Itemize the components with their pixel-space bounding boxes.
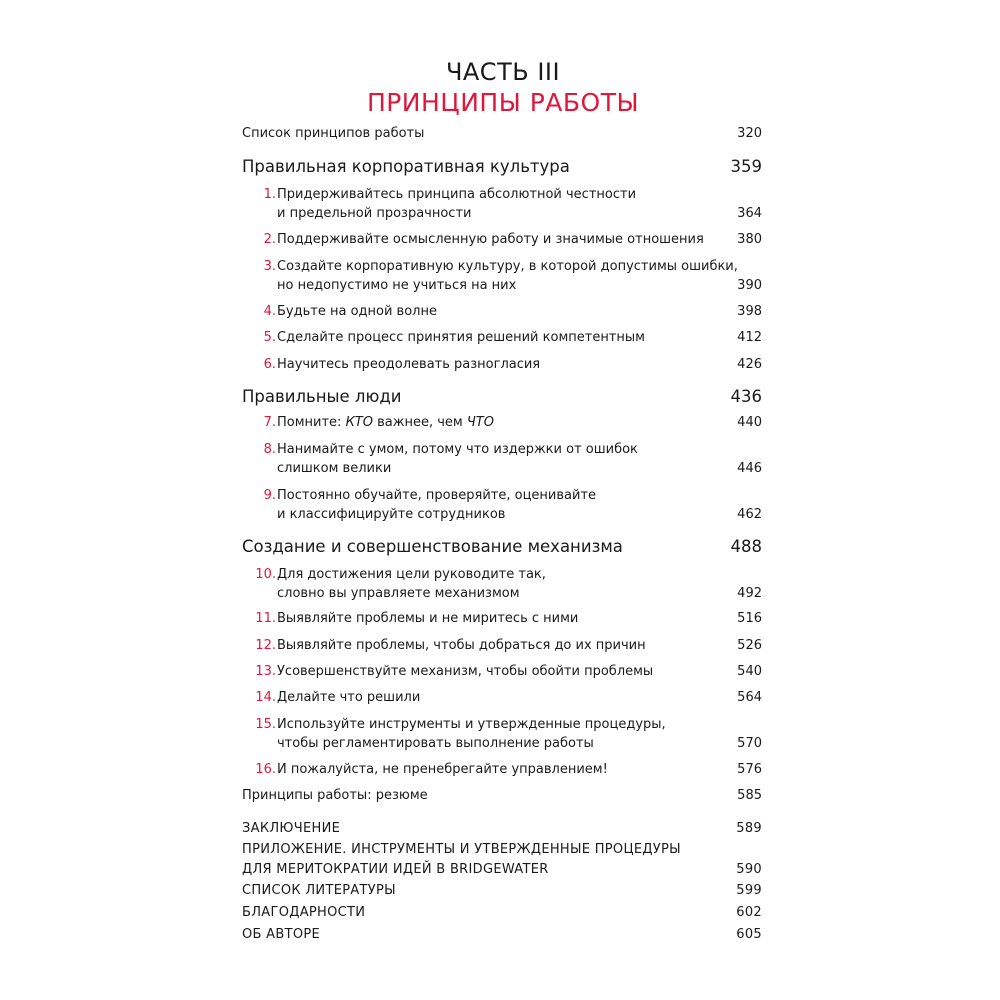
toc-entry-text: ЗАКЛЮЧЕНИЕ <box>242 821 341 836</box>
toc-page-number: 599 <box>736 883 762 898</box>
toc-page-number: 492 <box>737 586 762 601</box>
toc-page-number: 516 <box>737 611 762 626</box>
principle-title-line1: Используйте инструменты и утвержденные процедуры, <box>277 717 666 732</box>
toc-entry-text: Список принципов работы <box>242 126 425 141</box>
principle-number: 12. <box>255 638 276 653</box>
toc-section-title: Правильные люди <box>242 387 402 406</box>
principle-title-em-what: ЧТО <box>466 415 494 430</box>
toc-page-number: 364 <box>737 206 762 221</box>
principle-title-line1: Поддерживайте осмысленную работу и значимые отношения <box>277 232 704 247</box>
toc-entry-text: БЛАГОДАРНОСТИ <box>242 905 366 920</box>
principle-number: 4. <box>263 304 276 319</box>
toc-page-number: 380 <box>737 232 762 247</box>
toc-entry-text: ОБ АВТОРЕ <box>242 927 321 942</box>
principle-title-line1: Сделайте процесс принятия решений компетентным <box>277 330 645 345</box>
principle-number: 8. <box>263 442 276 457</box>
toc-page-number: 398 <box>737 304 762 319</box>
toc-page-number: 462 <box>737 507 762 522</box>
toc-section-title: Создание и совершенствование механизма <box>242 537 623 556</box>
toc-page-number: 585 <box>737 788 762 803</box>
principle-number: 7. <box>263 415 276 430</box>
principle-title-line1: Усовершенствуйте механизм, чтобы обойти проблемы <box>277 664 654 679</box>
principle-title-line1: Будьте на одной волне <box>277 304 437 319</box>
principle-number: 15. <box>255 717 276 732</box>
principle-number: 13. <box>255 664 276 679</box>
principle-title-line1: Придерживайтесь принципа абсолютной честности <box>277 187 637 202</box>
principle-title-prefix: Помните: <box>277 415 346 430</box>
toc-page-number: 590 <box>736 862 762 877</box>
principle-title-line1: Для достижения цели руководите так, <box>277 567 546 582</box>
principle-number: 11. <box>255 611 276 626</box>
part-title: ПРИНЦИПЫ РАБОТЫ <box>366 88 640 117</box>
toc-page-number: 320 <box>737 126 762 141</box>
principle-title-line1 <box>277 413 494 432</box>
principle-title-line1: Постоянно обучайте, проверяйте, оценивайте <box>277 488 597 503</box>
principle-title-mid: важнее, чем <box>372 415 467 430</box>
principle-title-line2: и классифицируйте сотрудников <box>277 507 506 522</box>
toc-entry-text-line2: ДЛЯ МЕРИТОКРАТИИ ИДЕЙ В BRIDGEWATER <box>242 862 549 877</box>
principle-number: 2. <box>263 232 276 247</box>
principle-number: 9. <box>263 488 276 503</box>
toc-page-number: 605 <box>736 927 762 942</box>
toc-page-number: 436 <box>730 387 762 406</box>
toc-page-number: 589 <box>736 821 762 836</box>
principle-title-line2: чтобы регламентировать выполнение работы <box>277 736 594 751</box>
toc-page-number: 412 <box>737 330 762 345</box>
toc-page-number: 390 <box>737 278 762 293</box>
principle-title-line1: Делайте что решили <box>277 690 421 705</box>
principle-number: 14. <box>255 690 276 705</box>
principle-number: 16. <box>255 762 276 777</box>
toc-page-number: 488 <box>730 537 762 556</box>
principle-title-line1: И пожалуйста, не пренебрегайте управлением! <box>277 762 608 777</box>
toc-page-number: 426 <box>737 357 762 372</box>
principle-number: 1. <box>263 187 276 202</box>
principle-title-line1: Научитесь преодолевать разногласия <box>277 357 541 372</box>
toc-page-number: 526 <box>737 638 762 653</box>
principle-number: 3. <box>263 259 276 274</box>
principle-number: 10. <box>255 567 276 582</box>
part-number: ЧАСТЬ III <box>445 58 561 86</box>
principle-title-line1: Нанимайте с умом, потому что издержки от ошибок <box>277 442 638 457</box>
principle-title-line2: слишком велики <box>277 461 392 476</box>
toc-page-number: 446 <box>737 461 762 476</box>
toc-page-number: 440 <box>737 415 762 430</box>
toc-section-title: Правильная корпоративная культура <box>242 157 570 176</box>
toc-page-number: 540 <box>737 664 762 679</box>
principle-title-line2: но недопустимо не учиться на них <box>277 278 517 293</box>
toc-entry-text-line1: ПРИЛОЖЕНИЕ. ИНСТРУМЕНТЫ И УТВЕРЖДЕННЫЕ ПРОЦЕДУРЫ <box>242 842 681 857</box>
principle-title-line1: Создайте корпоративную культуру, в которой допустимы ошибки, <box>277 259 738 274</box>
principle-number: 6. <box>263 357 276 372</box>
toc-entry-text: СПИСОК ЛИТЕРАТУРЫ <box>242 883 396 898</box>
toc-page-number: 564 <box>737 690 762 705</box>
toc-page-number: 570 <box>737 736 762 751</box>
toc-page-number: 602 <box>736 905 762 920</box>
toc-page-number: 576 <box>737 762 762 777</box>
principle-number: 5. <box>263 330 276 345</box>
toc-page-number: 359 <box>730 157 762 176</box>
principle-title-line1: Выявляйте проблемы и не миритесь с ними <box>277 611 579 626</box>
principle-title-em-who: КТО <box>345 415 373 430</box>
principle-title-line1: Выявляйте проблемы, чтобы добраться до их причин <box>277 638 646 653</box>
principle-title-line2: и предельной прозрачности <box>277 206 472 221</box>
principle-title-line2: словно вы управляете механизмом <box>277 586 520 601</box>
toc-entry-text: Принципы работы: резюме <box>242 788 428 803</box>
